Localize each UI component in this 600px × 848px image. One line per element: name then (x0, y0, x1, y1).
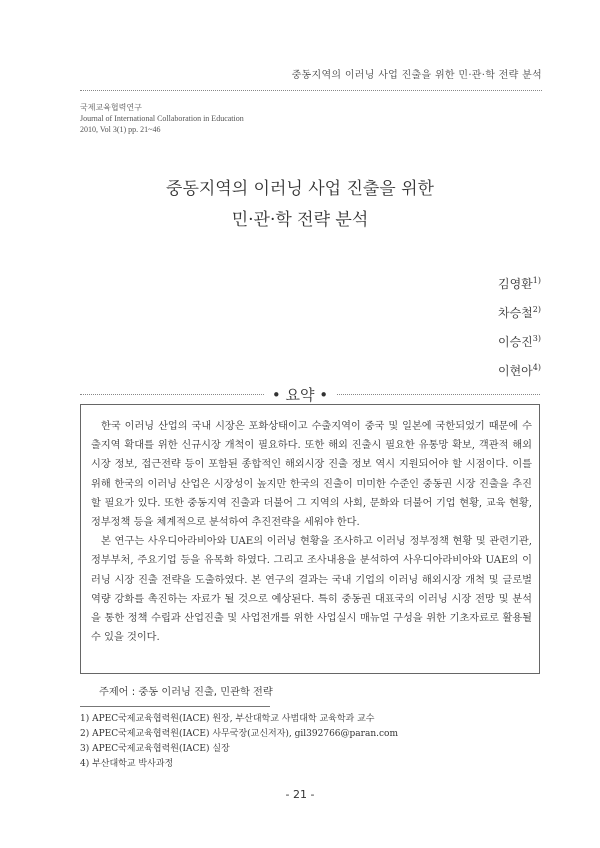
abstract-paragraph-2: 본 연구는 사우디아라비아와 UAE의 이러닝 현황을 조사하고 이러닝 정부정책 현황 및 관련기관, 정부부처, 주요기업 등을 유목화 하였다. 그리고 조사내용을 분석하여 사우디아라비아와 UAE의 이러닝 시장 진출 전략을 도출하였다. 본 연구의 결과는 국내 기업의 이러닝 해외시장 개척 및 글로벌 역량 강화를 촉진하는 자료가 될 것으로 예상된다. 특히 중동권 대표국의 이러닝 시장 전망 및 분석을 통한 정책 수립과 산업진출 및 사업전개를 위한 사업실시 매뉴얼 구성을 위한 기초자료로 활용될 수 있을 것이다. (91, 536, 532, 644)
author-list (498, 268, 541, 384)
journal-citation: 2010, Vol 3(1) pp. 21~46 (80, 125, 161, 134)
author-4 (498, 355, 541, 384)
abstract-box (80, 404, 540, 674)
keywords: 주제어 : 중동 이러닝 진출, 민관학 전략 (99, 687, 273, 698)
page-number: - 21 - (285, 788, 315, 801)
footnote-1: 1) APEC국제교육협력원(IACE) 원장, 부산대학교 사범대학 교육학과 교수 (80, 714, 375, 724)
journal-english-name: Journal of International Collaboration in Education (80, 114, 244, 123)
author-name: 이현아 (498, 364, 533, 378)
footnote-mark: 1) (532, 276, 541, 285)
journal-korean-name: 국제교육협력연구 (80, 103, 142, 112)
running-header: 중동지역의 이러닝 사업 진출을 위한 민·관·학 전략 분석 (80, 66, 542, 91)
abstract-heading (0, 384, 600, 405)
author-name: 차승철 (498, 306, 533, 320)
author-name: 김영환 (498, 277, 533, 291)
abstract-paragraph-1: 한국 이러닝 산업의 국내 시장은 포화상태이고 수출지역이 중국 및 일본에 국한되었기 때문에 수출지역 확대를 위한 신규시장 개척이 필요하다. 또한 해외 진출시 필요한 유통망 확보, 객관적 해외시장 정보, 접근전략 등이 포함된 종합적인 해외시장 진출 정보 역시 지원되어야 할 시점이다. 이를 위해 한국의 이러닝 산업은 시장성이 높지만 한국의 진출이 미미한 수준인 중동권 시장 진출을 추진할 필요가 있다. 또한 중동지역 진출과 더불어 그 지역의 사회, 문화와 더불어 기업 현황, 교육 현황, 정부정책 등을 체계적으로 분석하여 추진전략을 세워야 한다. (91, 421, 532, 529)
footnote-divider (80, 706, 270, 707)
title-line-2: 민·관·학 전략 분석 (231, 210, 369, 230)
author-3 (498, 326, 541, 355)
paper-title (60, 174, 540, 236)
footnotes (80, 712, 398, 772)
title-line-1: 중동지역의 이러닝 사업 진출을 위한 (166, 179, 434, 199)
author-2 (498, 297, 541, 326)
journal-info (80, 102, 244, 135)
footnote-3: 3) APEC국제교육협력원(IACE) 실장 (80, 744, 230, 754)
footnote-mark: 4) (532, 363, 541, 372)
abstract-heading-text: • 요약 • (264, 386, 336, 404)
author-1 (498, 268, 541, 297)
footnote-mark: 3) (532, 334, 541, 343)
footnote-4: 4) 부산대학교 박사과정 (80, 759, 174, 769)
footnote-mark: 2) (532, 305, 541, 314)
footnote-2: 2) APEC국제교육협력원(IACE) 사무국장(교신저자), gil392766@paran.com (80, 729, 398, 739)
author-name: 이승진 (498, 335, 533, 349)
